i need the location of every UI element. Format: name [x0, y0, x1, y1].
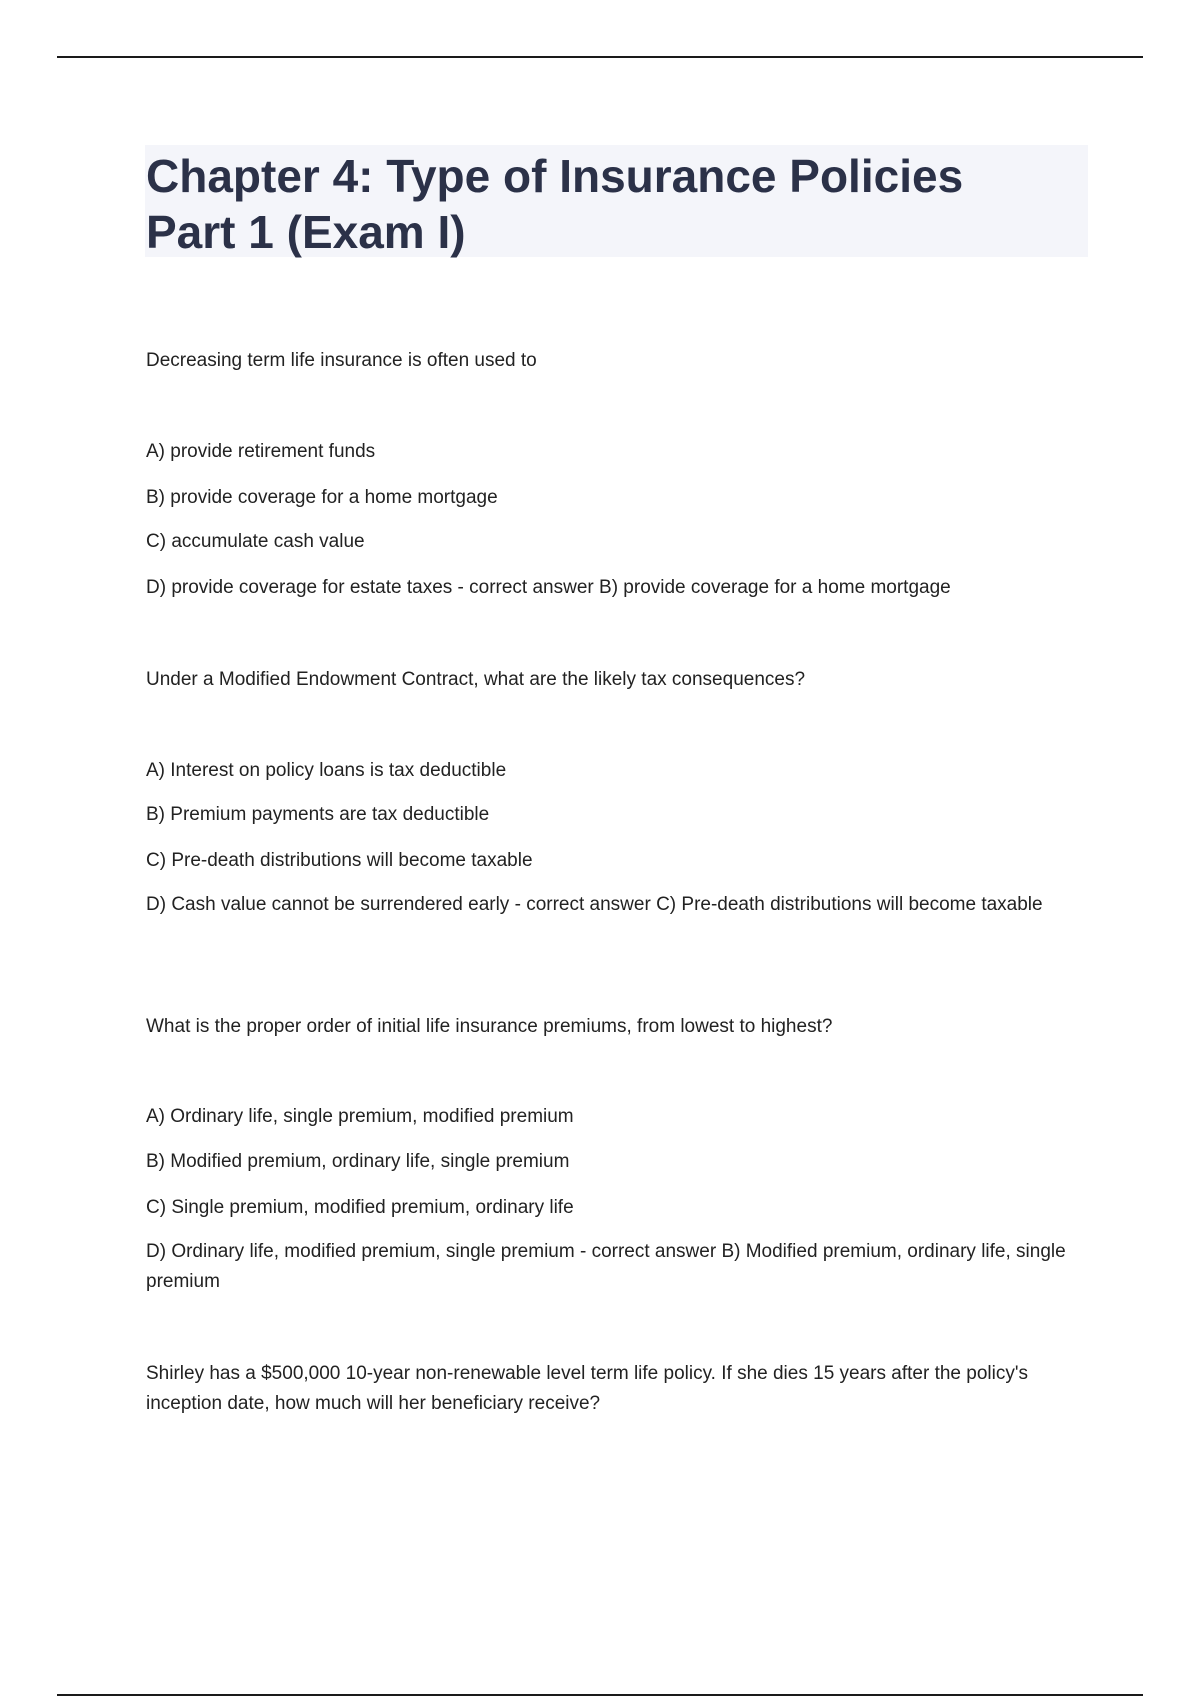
question-3-option-b: B) Modified premium, ordinary life, single premium — [146, 1151, 570, 1172]
question-3-prompt: What is the proper order of initial life insurance premiums, from lowest to highest? — [146, 1016, 833, 1037]
question-3-option-a: A) Ordinary life, single premium, modified premium — [146, 1106, 574, 1127]
question-2-option-d-answer: D) Cash value cannot be surrendered early - correct answer C) Pre-death distributions will become taxable — [146, 894, 1043, 915]
top-divider — [57, 56, 1143, 58]
question-1-option-a: A) provide retirement funds — [146, 441, 376, 462]
question-3-option-c: C) Single premium, modified premium, ordinary life — [146, 1197, 574, 1218]
page-title — [146, 148, 1086, 260]
page-title-line-2: Part 1 (Exam I) — [146, 206, 466, 258]
question-2-option-b: B) Premium payments are tax deductible — [146, 804, 490, 825]
question-3-option-d-answer: D) Ordinary life, modified premium, single premium - correct answer B) Modified premium, ordinary life, single premium — [146, 1241, 1066, 1292]
bottom-divider — [57, 1694, 1143, 1696]
question-2-option-a: A) Interest on policy loans is tax deductible — [146, 760, 507, 781]
question-2-option-c: C) Pre-death distributions will become taxable — [146, 850, 533, 871]
question-1-option-d-answer: D) provide coverage for estate taxes - correct answer B) provide coverage for a home mortgage — [146, 577, 951, 598]
question-1-prompt: Decreasing term life insurance is often used to — [146, 350, 537, 371]
page-title-line-1: Chapter 4: Type of Insurance Policies — [146, 150, 964, 202]
question-4-prompt: Shirley has a $500,000 10-year non-renewable level term life policy. If she dies 15 years after the policy's inception date, how much will her beneficiary receive? — [146, 1363, 1028, 1414]
question-2-prompt: Under a Modified Endowment Contract, what are the likely tax consequences? — [146, 669, 806, 690]
question-1-option-c: C) accumulate cash value — [146, 531, 365, 552]
question-1-option-b: B) provide coverage for a home mortgage — [146, 487, 498, 508]
